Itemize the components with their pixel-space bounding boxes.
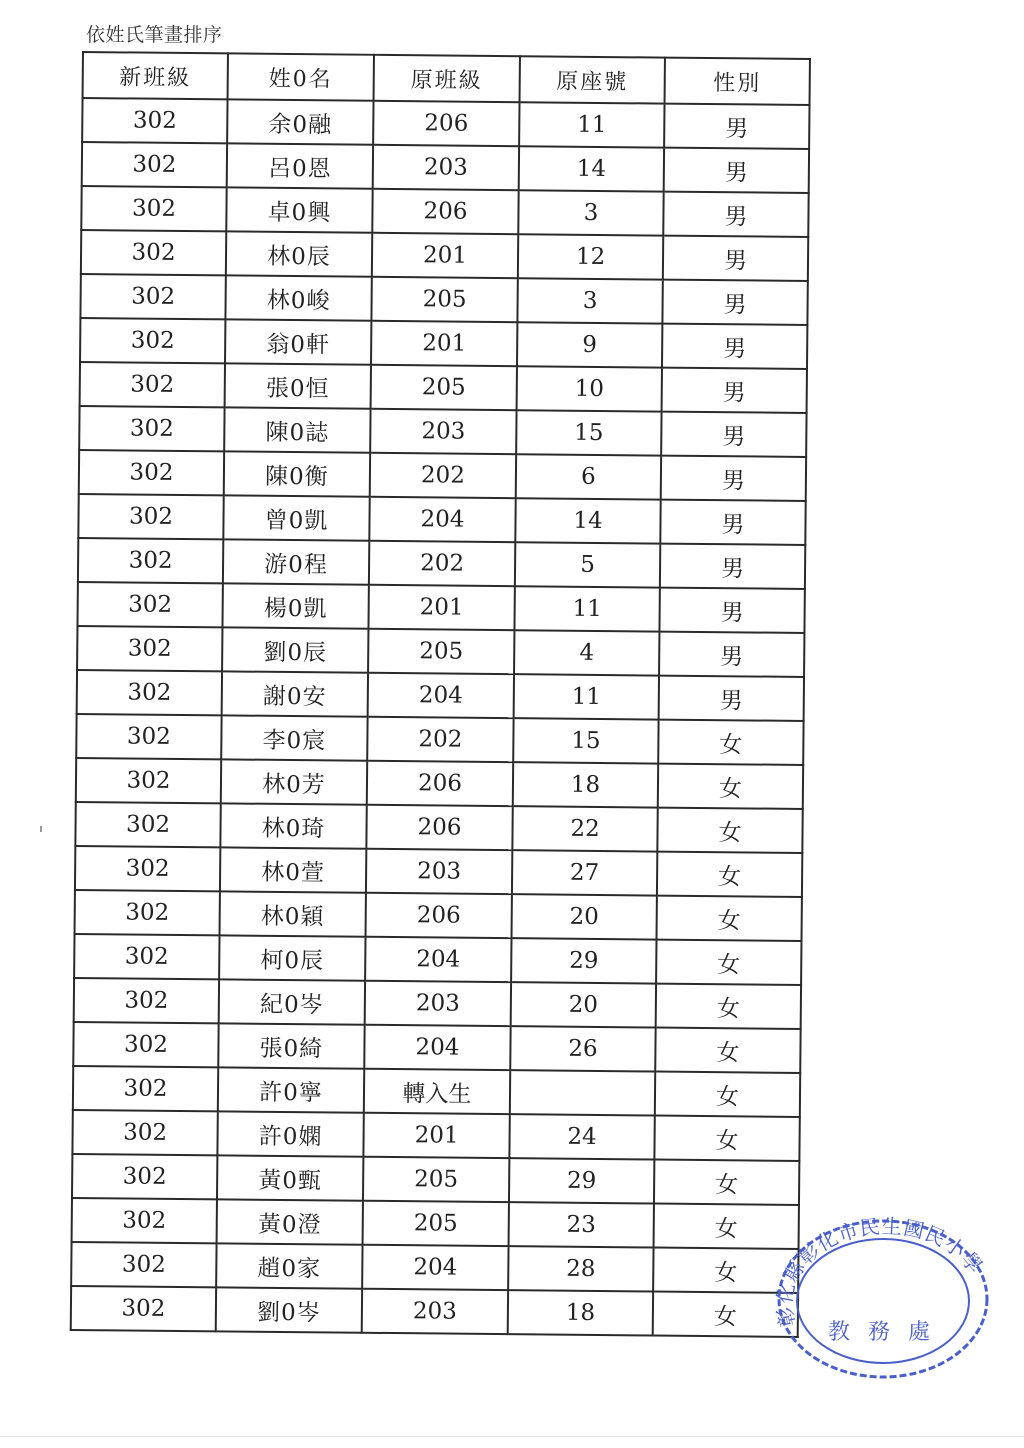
cell-gender: 女 bbox=[657, 808, 802, 853]
cell-gender: 男 bbox=[659, 632, 804, 677]
cell-name: 張0綺 bbox=[218, 1023, 364, 1068]
cell-new-class: 302 bbox=[81, 230, 226, 275]
cell-original-class: 203 bbox=[362, 1289, 508, 1334]
cell-gender: 女 bbox=[658, 764, 803, 809]
cell-new-class: 302 bbox=[72, 1198, 217, 1243]
cell-gender: 女 bbox=[654, 1204, 799, 1249]
cell-name: 黃0甄 bbox=[217, 1155, 363, 1200]
cell-original-seat: 29 bbox=[509, 1158, 654, 1203]
cell-gender: 女 bbox=[656, 984, 801, 1029]
table-row bbox=[77, 626, 804, 677]
cell-original-seat: 15 bbox=[513, 718, 658, 763]
cell-original-seat: 29 bbox=[511, 938, 656, 983]
header-gender: 性別 bbox=[665, 58, 810, 105]
cell-original-seat: 14 bbox=[519, 146, 664, 191]
cell-new-class: 302 bbox=[72, 1110, 217, 1155]
table-row bbox=[74, 934, 801, 985]
cell-original-seat bbox=[510, 1070, 655, 1115]
cell-original-class: 206 bbox=[372, 189, 518, 234]
table-row bbox=[81, 230, 808, 281]
cell-name: 楊0凱 bbox=[222, 583, 368, 628]
cell-original-class: 201 bbox=[363, 1113, 509, 1158]
cell-new-class: 302 bbox=[71, 1286, 216, 1331]
cell-original-seat: 18 bbox=[513, 762, 658, 807]
cell-name: 曾0凱 bbox=[223, 495, 369, 540]
cell-original-seat: 11 bbox=[519, 102, 664, 147]
cell-original-class: 201 bbox=[368, 585, 514, 630]
cell-gender: 女 bbox=[654, 1160, 799, 1205]
page-title: 依姓氏筆畫排序 bbox=[86, 24, 223, 46]
cell-original-seat: 22 bbox=[512, 806, 657, 851]
cell-gender: 男 bbox=[664, 104, 809, 149]
cell-gender: 女 bbox=[655, 1028, 800, 1073]
cell-original-seat: 6 bbox=[516, 454, 661, 499]
cell-new-class: 302 bbox=[80, 274, 225, 319]
table-row bbox=[79, 406, 806, 457]
cell-name: 劉0岑 bbox=[216, 1287, 362, 1332]
cell-original-class: 203 bbox=[373, 145, 519, 190]
table-row bbox=[77, 670, 804, 721]
cell-original-seat: 9 bbox=[517, 322, 662, 367]
table-row bbox=[77, 582, 804, 633]
cell-new-class: 302 bbox=[73, 1066, 218, 1111]
margin-mark bbox=[40, 826, 42, 832]
cell-gender: 女 bbox=[653, 1248, 798, 1293]
cell-original-seat: 4 bbox=[514, 630, 659, 675]
cell-original-class: 206 bbox=[373, 101, 519, 146]
cell-name: 謝0安 bbox=[222, 671, 368, 716]
cell-name: 許0嫻 bbox=[217, 1111, 363, 1156]
cell-name: 李0宸 bbox=[221, 715, 367, 760]
table-row bbox=[79, 450, 806, 501]
cell-new-class: 302 bbox=[75, 802, 220, 847]
cell-original-seat: 27 bbox=[512, 850, 657, 895]
cell-gender: 男 bbox=[664, 148, 809, 193]
cell-name: 林0萱 bbox=[220, 847, 366, 892]
cell-new-class: 302 bbox=[80, 318, 225, 363]
cell-original-class: 205 bbox=[371, 365, 517, 410]
cell-original-seat: 28 bbox=[508, 1246, 653, 1291]
cell-original-class: 204 bbox=[362, 1245, 508, 1290]
table-row bbox=[73, 1066, 800, 1117]
table-row bbox=[71, 1286, 798, 1337]
stamp-outer-text: 彰化縣彰化市民生國民小學 bbox=[772, 1214, 988, 1330]
cell-gender: 女 bbox=[656, 896, 801, 941]
cell-original-class: 205 bbox=[363, 1201, 509, 1246]
cell-original-seat: 11 bbox=[514, 674, 659, 719]
cell-original-seat: 14 bbox=[515, 498, 660, 543]
cell-original-seat: 26 bbox=[510, 1026, 655, 1071]
svg-text:彰化縣彰化市民生國民小學 bbox=[772, 1214, 988, 1329]
cell-original-class: 204 bbox=[364, 1025, 510, 1070]
cell-name: 黃0澄 bbox=[217, 1199, 363, 1244]
cell-original-class: 205 bbox=[363, 1157, 509, 1202]
cell-new-class: 302 bbox=[78, 494, 223, 539]
cell-original-class: 205 bbox=[368, 629, 514, 674]
cell-name: 呂0恩 bbox=[227, 143, 373, 188]
cell-gender: 女 bbox=[654, 1116, 799, 1161]
table-row bbox=[78, 494, 805, 545]
cell-name: 翁0軒 bbox=[225, 319, 371, 364]
cell-original-class: 206 bbox=[366, 893, 512, 938]
cell-original-class: 202 bbox=[369, 541, 515, 586]
cell-name: 卓0興 bbox=[226, 187, 372, 232]
cell-gender: 男 bbox=[663, 192, 808, 237]
cell-new-class: 302 bbox=[78, 538, 223, 583]
cell-gender: 女 bbox=[657, 852, 802, 897]
cell-new-class: 302 bbox=[79, 450, 224, 495]
cell-name: 劉0辰 bbox=[222, 627, 368, 672]
cell-gender: 男 bbox=[659, 676, 804, 721]
cell-original-class: 203 bbox=[366, 849, 512, 894]
cell-gender: 男 bbox=[662, 368, 807, 413]
cell-gender: 女 bbox=[653, 1292, 798, 1337]
cell-new-class: 302 bbox=[76, 758, 221, 803]
cell-gender: 男 bbox=[660, 500, 805, 545]
cell-new-class: 302 bbox=[81, 186, 226, 231]
cell-gender: 女 bbox=[658, 720, 803, 765]
cell-name: 林0辰 bbox=[226, 231, 372, 276]
header-original-class: 原班級 bbox=[374, 55, 520, 102]
cell-new-class: 302 bbox=[82, 142, 227, 187]
table-row bbox=[80, 274, 807, 325]
table-header-row bbox=[83, 52, 810, 105]
header-new-class: 新班級 bbox=[83, 52, 228, 99]
cell-original-seat: 24 bbox=[509, 1114, 654, 1159]
cell-original-seat: 3 bbox=[518, 190, 663, 235]
cell-name: 許0寧 bbox=[218, 1067, 364, 1112]
table-row bbox=[75, 846, 802, 897]
cell-original-class: 202 bbox=[370, 453, 516, 498]
cell-gender: 女 bbox=[656, 940, 801, 985]
cell-original-seat: 5 bbox=[515, 542, 660, 587]
cell-original-seat: 18 bbox=[508, 1290, 653, 1335]
cell-original-seat: 15 bbox=[516, 410, 661, 455]
table-row bbox=[76, 758, 803, 809]
cell-original-seat: 23 bbox=[509, 1202, 654, 1247]
table-row bbox=[72, 1154, 799, 1205]
cell-new-class: 302 bbox=[82, 98, 227, 143]
table-row bbox=[71, 1242, 798, 1293]
cell-new-class: 302 bbox=[74, 934, 219, 979]
cell-gender: 女 bbox=[655, 1072, 800, 1117]
cell-new-class: 302 bbox=[77, 670, 222, 715]
cell-name: 趙0家 bbox=[216, 1243, 362, 1288]
table-row bbox=[80, 318, 807, 369]
cell-original-seat: 20 bbox=[512, 894, 657, 939]
cell-new-class: 302 bbox=[75, 890, 220, 935]
cell-gender: 男 bbox=[659, 588, 804, 633]
cell-gender: 男 bbox=[661, 412, 806, 457]
cell-original-class: 204 bbox=[365, 937, 511, 982]
cell-original-class: 203 bbox=[370, 409, 516, 454]
cell-original-seat: 12 bbox=[518, 234, 663, 279]
cell-original-seat: 20 bbox=[511, 982, 656, 1027]
cell-original-class: 202 bbox=[367, 717, 513, 762]
table-row bbox=[72, 1110, 799, 1161]
table-row bbox=[78, 538, 805, 589]
cell-new-class: 302 bbox=[74, 978, 219, 1023]
table-row bbox=[81, 186, 808, 237]
cell-new-class: 302 bbox=[80, 362, 225, 407]
cell-new-class: 302 bbox=[76, 714, 221, 759]
cell-name: 張0恒 bbox=[225, 363, 371, 408]
cell-new-class: 302 bbox=[77, 626, 222, 671]
cell-original-seat: 10 bbox=[517, 366, 662, 411]
cell-new-class: 302 bbox=[77, 582, 222, 627]
cell-original-class: 206 bbox=[366, 805, 512, 850]
cell-name: 林0琦 bbox=[220, 803, 366, 848]
cell-name: 柯0辰 bbox=[219, 935, 365, 980]
school-seal-stamp bbox=[770, 1213, 992, 1383]
cell-gender: 男 bbox=[660, 544, 805, 589]
table-row bbox=[80, 362, 807, 413]
table-row bbox=[74, 978, 801, 1029]
cell-gender: 男 bbox=[662, 324, 807, 369]
cell-new-class: 302 bbox=[71, 1242, 216, 1287]
cell-name: 余0融 bbox=[227, 99, 373, 144]
table-row bbox=[75, 890, 802, 941]
cell-new-class: 302 bbox=[75, 846, 220, 891]
scan-edge-line bbox=[0, 1436, 1024, 1437]
cell-original-class: 203 bbox=[365, 981, 511, 1026]
table-row bbox=[75, 802, 802, 853]
table-row bbox=[72, 1198, 799, 1249]
cell-name: 紀0岑 bbox=[219, 979, 365, 1024]
table-row bbox=[82, 142, 809, 193]
cell-name: 林0穎 bbox=[220, 891, 366, 936]
table-row bbox=[76, 714, 803, 765]
cell-gender: 男 bbox=[662, 280, 807, 325]
table-body bbox=[71, 98, 810, 1337]
cell-new-class: 302 bbox=[72, 1154, 217, 1199]
cell-gender: 男 bbox=[661, 456, 806, 501]
cell-new-class: 302 bbox=[73, 1022, 218, 1067]
cell-original-class: 204 bbox=[369, 497, 515, 542]
class-roster-table bbox=[70, 51, 811, 1338]
cell-original-class: 206 bbox=[367, 761, 513, 806]
cell-original-seat: 11 bbox=[514, 586, 659, 631]
cell-original-class: 201 bbox=[372, 233, 518, 278]
cell-new-class: 302 bbox=[79, 406, 224, 451]
table-row bbox=[82, 98, 809, 149]
cell-original-seat: 3 bbox=[517, 278, 662, 323]
cell-original-class: 205 bbox=[371, 277, 517, 322]
header-name: 姓0名 bbox=[228, 53, 374, 100]
cell-original-class: 201 bbox=[371, 321, 517, 366]
cell-name: 游0程 bbox=[223, 539, 369, 584]
cell-name: 陳0誌 bbox=[224, 407, 370, 452]
cell-gender: 男 bbox=[663, 236, 808, 281]
header-original-seat: 原座號 bbox=[520, 56, 665, 103]
stamp-inner-text: 教務處 bbox=[827, 1320, 949, 1345]
cell-original-class: 204 bbox=[368, 673, 514, 718]
cell-name: 林0峻 bbox=[225, 275, 371, 320]
cell-name: 陳0衡 bbox=[224, 451, 370, 496]
table-row bbox=[73, 1022, 800, 1073]
cell-name: 林0芳 bbox=[221, 759, 367, 804]
cell-original-class: 轉入生 bbox=[364, 1069, 510, 1114]
